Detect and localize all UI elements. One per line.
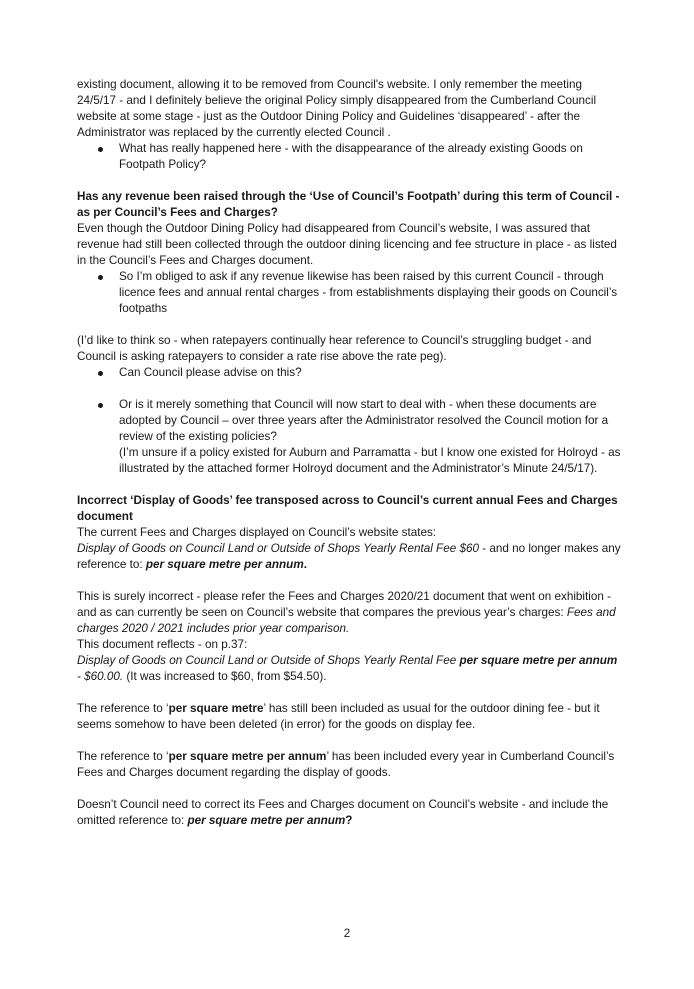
paragraph-outdoor-dining: Even though the Outdoor Dining Policy had disappeared from Council’s website, I was assured that revenue had still been collected through the outdoor dining licencing and fee structure in place - as listed in the Council’s Fees and Charges document. (77, 222, 617, 267)
emphasis-per-square-metre: per square metre per annum (145, 558, 304, 571)
fee-item-text: Display of Goods on Council Land or Outside of Shops Yearly Rental Fee $60 (77, 542, 479, 555)
period: . (303, 558, 307, 571)
list-item (77, 397, 622, 477)
text: ’ has been included every year in Cumberland Council’s Fees and Charges document regarding the display of goods. (77, 750, 615, 779)
list-item (77, 365, 622, 381)
bullet-icon (98, 147, 103, 152)
bullet-list-3 (77, 365, 622, 477)
text: ’ has still been included as usual for the outdoor dining fee - but it seems somehow to have been deleted (in error) for the goods on display fee. (77, 702, 600, 731)
page-number: 2 (343, 927, 351, 940)
text: Doesn’t Council need to correct its Fees and Charges document on Council’s website - and include the omitted reference to: (77, 798, 609, 827)
emphasis-per-square-metre: per square metre per annum (168, 750, 327, 763)
bullet-text: What has really happened here - with the disappearance of the already existing Goods on Footpath Policy? (119, 142, 583, 171)
bullet-icon (98, 275, 103, 280)
list-item (77, 141, 622, 173)
paragraph-reference-every-year (77, 749, 622, 781)
section-heading-display-of-goods: Incorrect ‘Display of Goods’ fee transposed across to Council’s current annual Fees and Charges document (77, 494, 618, 523)
bullet-list-2 (77, 269, 622, 317)
emphasis-per-square-metre: per square metre per annum (459, 654, 618, 667)
bullet-subtext: (I’m unsure if a policy existed for Auburn and Parramatta - but I know one existed for Holroyd - as illustrated by the attached former Holroyd document and the Administrator’s Minute 24/5/17). (119, 446, 621, 475)
document-title: Fees and charges 2020 / 2021 includes prior year comparison. (77, 606, 616, 635)
emphasis-per-square-metre: per square metre (168, 702, 264, 715)
fee-quote-text: Display of Goods on Council Land or Outside of Shops Yearly Rental Fee (77, 654, 460, 667)
paragraph-reference-outdoor (77, 701, 622, 733)
paragraph-fee-quote (77, 653, 622, 685)
bullet-list-1 (77, 141, 622, 173)
emphasis-per-square-metre: per square metre per annum (187, 814, 346, 827)
paragraph-intro: existing document, allowing it to be removed from Council's website. I only remember the meeting 24/5/17 - and I definitely believe the original Policy simply disappeared from the Cumberland Council website at some stage - just as the Outdoor Dining Policy and Guidelines ‘disappeared’ - after the Administrator was replaced by the currently elected Council . (77, 78, 597, 139)
paragraph-reflects: This document reflects - on p.37: (77, 638, 248, 651)
bullet-text: Or is it merely something that Council will now start to deal with - when these documents are adopted by Council – over three years after the Administrator resolved the Council motion for a review of the existing policies? (119, 398, 609, 443)
paragraph-ratepayers: (I’d like to think so - when ratepayers continually hear reference to Council’s struggling budget - and Council is asking ratepayers to consider a rate rise above the rate peg). (77, 334, 592, 363)
paragraph-incorrect (77, 589, 622, 637)
text: The reference to ‘ (77, 750, 169, 763)
list-item (77, 269, 622, 317)
question-mark: ? (345, 814, 353, 827)
paragraph-correction-request (77, 797, 622, 829)
bullet-text: Can Council please advise on this? (119, 366, 302, 379)
fee-amount: - $60.00. (77, 670, 124, 683)
document-page (77, 77, 622, 829)
bullet-icon (98, 403, 103, 408)
section-heading-revenue: Has any revenue been raised through the ‘Use of Council’s Footpath’ during this term of Council - as per Council’s Fees and Charges? (77, 190, 620, 219)
text: The reference to ‘ (77, 702, 169, 715)
bullet-text: So I’m obliged to ask if any revenue likewise has been raised by this current Council - through licence fees and annual rental charges - from establishments displaying their goods on Council’s footpaths (119, 270, 618, 315)
paragraph-current-fees-detail (77, 541, 622, 573)
fee-note: - and no longer makes any reference to: (77, 542, 621, 571)
fee-increase-note: (It was increased to $60, from $54.50). (123, 670, 327, 683)
incorrect-text: This is surely incorrect - please refer the Fees and Charges 2020/21 document that went on exhibition - and as can currently be seen on Council’s website that compares the previous year’s charges: (77, 590, 612, 619)
bullet-icon (98, 371, 103, 376)
paragraph-current-fees: The current Fees and Charges displayed on Council’s website states: (77, 526, 437, 539)
